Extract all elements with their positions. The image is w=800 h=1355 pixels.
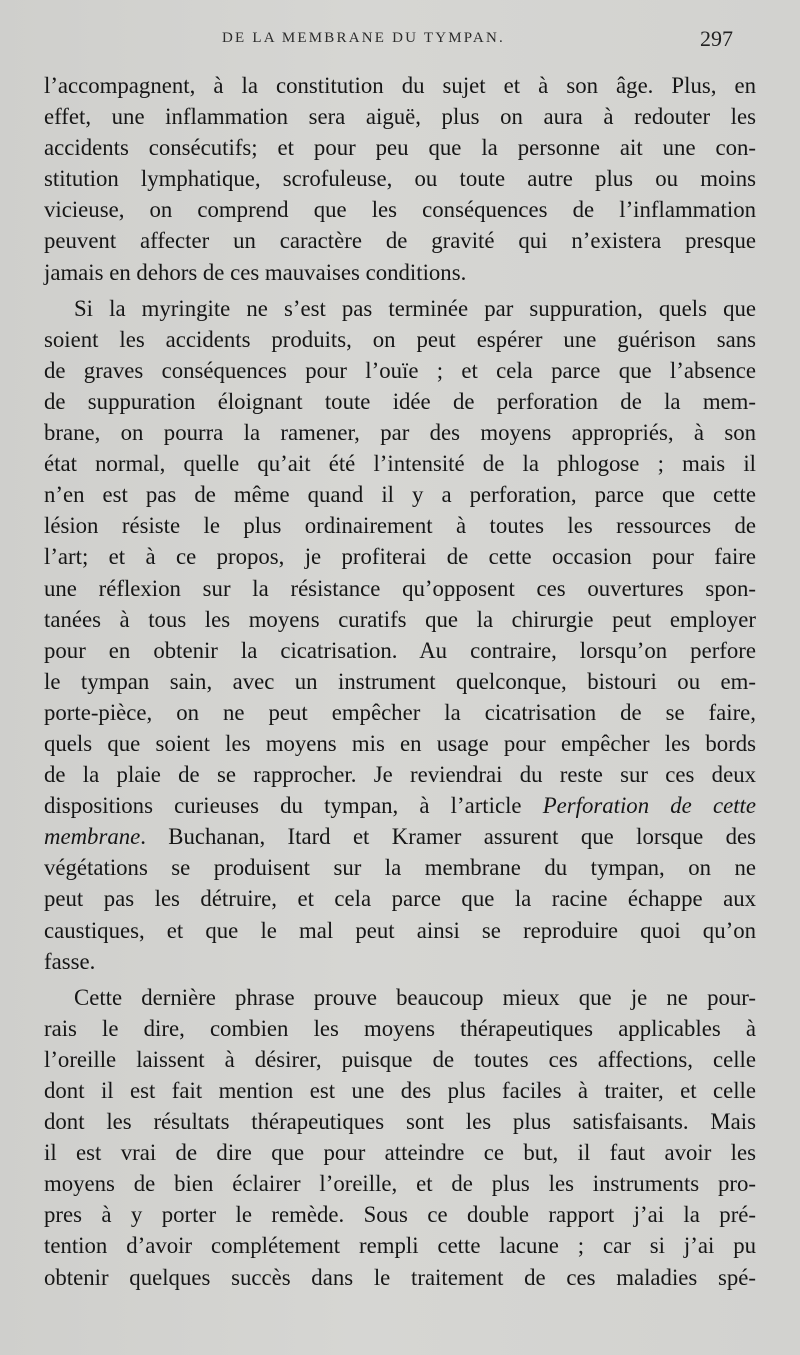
text-segment: dispositions curieuses du tympan, à l’article [44,793,543,819]
text-line: effet, une inflammation sera aiguë, plus on aura à redouter les [44,104,756,130]
text-line: dont il est fait mention est une des plus faciles à traiter, et celle [44,1078,756,1103]
text-line: stitution lymphatique, scrofuleuse, ou toute autre plus ou moins [44,166,756,192]
text-line-with-italic [44,790,756,821]
page-number: 297 [700,26,733,51]
text-line: l’oreille laissent à désirer, puisque de toutes ces affections, celle [44,1046,756,1072]
text-line: porte-pièce, on ne peut empêcher la cicatrisation de se faire, [44,699,756,725]
text-line: obtenir quelques succès dans le traitement de ces maladies spé- [44,1264,756,1290]
text-line: moyens de bien éclairer l’oreille, et de plus les instruments pro- [44,1171,756,1197]
text-line: de la plaie de se rapprocher. Je reviendrai du reste sur ces deux [44,762,756,788]
text-line: pres à y porter le remède. Sous ce double rapport j’ai la pré- [44,1202,756,1228]
text-line-with-italic [44,821,756,852]
paragraph-1 [44,70,756,288]
text-line: n’en est pas de même quand il y a perforation, parce que cette [44,482,756,508]
text-line: rais le dire, combien les moyens thérapeutiques applicables à [44,1015,756,1041]
text-line: Si la myringite ne s’est pas terminée par suppuration, quels que [74,295,756,321]
text-line: l’accompagnent, à la constitution du sujet et à son âge. Plus, en [44,73,756,98]
text-line: il est vrai de dire que pour atteindre ce but, il faut avoir les [44,1140,756,1166]
text-line: une réflexion sur la résistance qu’opposent ces ouvertures spon- [44,575,756,601]
text-line: fasse. [44,948,96,974]
italic-title: membrane [44,824,141,850]
text-line: brane, on pourra la ramener, par des moyens appropriés, à son [44,420,756,446]
text-line: pour en obtenir la cicatrisation. Au contraire, lorsqu’on perfore [44,637,756,663]
text-line: quels que soient les moyens mis en usage pour empêcher les bords [44,730,756,756]
italic-title: Perforation de cette [542,793,756,819]
text-segment: . Buchanan, Itard et Kramer assurent que lorsque des [140,824,756,850]
text-line: l’art; et à ce propos, je profiterai de cette occasion pour faire [44,544,756,570]
text-line: Cette dernière phrase prouve beaucoup mieux que je ne pour- [74,984,756,1010]
text-line: accidents consécutifs; et pour peu que la personne ait une con- [44,135,756,161]
text-line: le tympan sain, avec un instrument quelconque, bistouri ou em- [44,668,756,694]
text-line: tention d’avoir complétement rempli cette lacune ; car si j’ai pu [44,1233,756,1259]
text-line: caustiques, et que le mal peut ainsi se reproduire quoi qu’on [44,917,756,943]
text-line: lésion résiste le plus ordinairement à toutes les ressources de [44,513,756,539]
text-line: peut pas les détruire, et cela parce que la racine échappe aux [44,886,756,912]
text-line: vicieuse, on comprend que les conséquences de l’inflammation [44,197,756,223]
text-line: dont les résultats thérapeutiques sont les plus satisfaisants. Mais [44,1109,756,1135]
text-line: soient les accidents produits, on peut espérer une guérison sans [44,326,756,352]
paragraph-3 [44,982,756,1293]
body-text [44,70,756,1293]
text-line: de graves conséquences pour l’ouïe ; et cela parce que l’absence [44,357,756,383]
paragraph-2 [44,293,756,977]
text-line: tanées à tous les moyens curatifs que la chirurgie peut employer [44,606,756,632]
running-title: DE LA MEMBRANE DU TYMPAN. [222,30,505,46]
text-line: végétations se produisent sur la membrane du tympan, on ne [44,855,756,881]
bottom-margin [0,1300,800,1355]
text-line: état normal, quelle qu’ait été l’intensité de la phlogose ; mais il [44,451,756,477]
text-line: jamais en dehors de ces mauvaises conditions. [44,259,467,285]
text-line: peuvent affecter un caractère de gravité qui n’existera presque [44,228,756,254]
text-line: de suppuration éloignant toute idée de perforation de la mem- [44,388,756,414]
